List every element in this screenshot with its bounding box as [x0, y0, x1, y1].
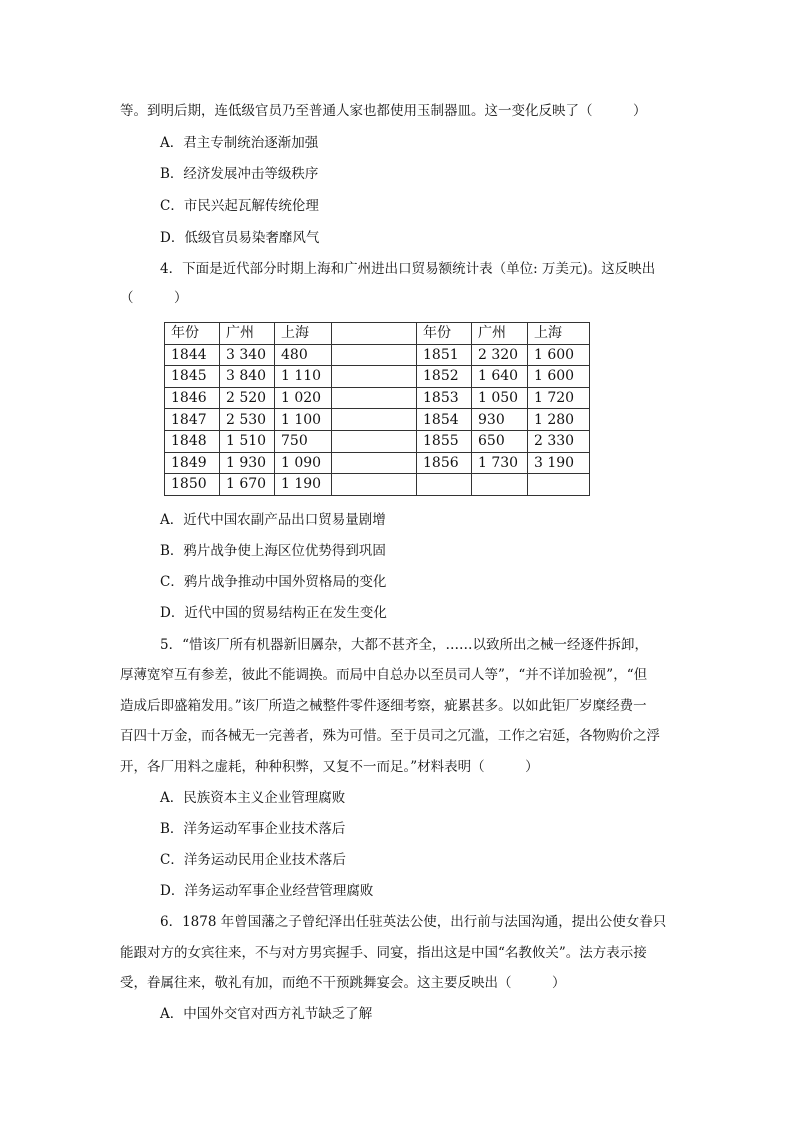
- table-cell: 1856: [417, 452, 472, 474]
- q4-option-a: A．近代中国农副产品出口贸易量剧增: [160, 512, 386, 528]
- table-cell: 1853: [417, 387, 472, 409]
- table-header-row: [165, 323, 590, 345]
- table-cell: 1 280: [528, 409, 590, 431]
- table-cell: 1855: [417, 430, 472, 452]
- table-cell: [528, 474, 590, 496]
- table-cell: [332, 430, 417, 452]
- table-cell: 1848: [165, 430, 220, 452]
- q5-option-d: D．洋务运动军事企业经营管理腐败: [160, 883, 374, 899]
- table-cell: 1 190: [275, 474, 332, 496]
- table-cell: 1844: [165, 344, 220, 366]
- q3-option-c: C．市民兴起瓦解传统伦理: [160, 198, 319, 214]
- q3-option-b: B．经济发展冲击等级秩序: [160, 166, 319, 182]
- table-cell: 1 110: [275, 366, 332, 388]
- table-cell: 1845: [165, 366, 220, 388]
- table-cell: [332, 387, 417, 409]
- q5-stem-line-3: 造成后即盛箱发用。”该厂所造之械整件零件逐细考察，疵累甚多。以如此钜厂岁糜经费一: [120, 698, 647, 714]
- q5-stem-line-5: 开，各厂用料之虚耗，种种积弊，又复不一而足。”材料表明（ ）: [120, 759, 539, 775]
- table-cell: 3 190: [528, 452, 590, 474]
- q5-stem-line-2: 厚薄宽窄互有参差，彼此不能调换。而局中自总办以至员司人等”，“并不详加验视”，“但: [120, 667, 648, 683]
- table-cell: 1852: [417, 366, 472, 388]
- q6-stem-line-1: 6．1878 年曾国藩之子曾纪泽出任驻英法公使，出行前与法国沟通，提出公使女眷只: [160, 914, 667, 930]
- trade-table: [164, 322, 590, 496]
- table-cell: 930: [472, 409, 528, 431]
- q3-option-d: D．低级官员易染奢靡风气: [160, 230, 320, 246]
- table-cell: [332, 474, 417, 496]
- table-cell: 1 720: [528, 387, 590, 409]
- table-cell: [332, 452, 417, 474]
- table-cell: [332, 344, 417, 366]
- table-cell: 1 020: [275, 387, 332, 409]
- q6-option-a: A．中国外交官对西方礼节缺乏了解: [160, 1006, 373, 1022]
- q3-option-a: A．君主专制统治逐渐加强: [160, 135, 319, 151]
- table-cell: 1850: [165, 474, 220, 496]
- table-row: [165, 366, 590, 388]
- table-row: [165, 474, 590, 496]
- table-cell: [472, 474, 528, 496]
- table-cell: 2 330: [528, 430, 590, 452]
- table-row: [165, 344, 590, 366]
- table-cell: 1 510: [220, 430, 275, 452]
- table-cell: 650: [472, 430, 528, 452]
- table-row: [165, 430, 590, 452]
- q4-option-d: D．近代中国的贸易结构正在发生变化: [160, 605, 387, 621]
- q6-stem-line-3: 受，眷属往来，敬礼有加，而绝不干预跳舞宴会。这主要反映出（ ）: [120, 975, 566, 991]
- table-cell: 750: [275, 430, 332, 452]
- table-row: [165, 387, 590, 409]
- table-cell: 1851: [417, 344, 472, 366]
- q5-option-a: A．民族资本主义企业管理腐败: [160, 790, 346, 806]
- table-cell: 3 840: [220, 366, 275, 388]
- table-cell: 1 600: [528, 366, 590, 388]
- table-cell: 2 530: [220, 409, 275, 431]
- q5-option-c: C．洋务运动民用企业技术落后: [160, 852, 346, 868]
- q4-option-b: B．鸦片战争使上海区位优势得到巩固: [160, 543, 386, 559]
- table-header-cell: 广州: [220, 323, 275, 345]
- q6-stem-line-2: 能跟对方的女宾往来，不与对方男宾握手、同宴，指出这是中国“名教攸关”。法方表示接: [120, 945, 647, 961]
- table-cell: 1846: [165, 387, 220, 409]
- table-cell: 1 670: [220, 474, 275, 496]
- table-header-cell: 年份: [165, 323, 220, 345]
- table-cell: 1 050: [472, 387, 528, 409]
- table-cell: [417, 474, 472, 496]
- table-cell: 3 340: [220, 344, 275, 366]
- table-cell: 2 520: [220, 387, 275, 409]
- table-cell: 1 600: [528, 344, 590, 366]
- table-header-cell: [332, 323, 417, 345]
- q4-option-c: C．鸦片战争推动中国外贸格局的变化: [160, 574, 387, 590]
- table-cell: 1854: [417, 409, 472, 431]
- table-cell: 480: [275, 344, 332, 366]
- q5-stem-line-4: 百四十万金，而各械无一完善者，殊为可惜。至于员司之冗滥，工作之宕延，各物购价之浮: [120, 728, 660, 744]
- table-cell: 1 090: [275, 452, 332, 474]
- table-row: [165, 452, 590, 474]
- q4-stem-line-1: 4．下面是近代部分时期上海和广州进出口贸易额统计表（单位: 万美元)。这反映出: [160, 261, 656, 277]
- q4-stem-line-2: （ ）: [120, 290, 188, 306]
- table-header-cell: 上海: [275, 323, 332, 345]
- table-cell: [332, 366, 417, 388]
- q5-option-b: B．洋务运动军事企业技术落后: [160, 821, 346, 837]
- table-header-cell: 上海: [528, 323, 590, 345]
- table-header-cell: 年份: [417, 323, 472, 345]
- q3-stem-continuation: 等。到明后期，连低级官员乃至普通人家也都使用玉制器皿。这一变化反映了（ ）: [120, 103, 647, 119]
- table-cell: 1 730: [472, 452, 528, 474]
- table-cell: [332, 409, 417, 431]
- table-cell: 1849: [165, 452, 220, 474]
- table-cell: 1 930: [220, 452, 275, 474]
- table-header-cell: 广州: [472, 323, 528, 345]
- table-row: [165, 409, 590, 431]
- table-cell: 1847: [165, 409, 220, 431]
- q5-stem-line-1: 5．“惜该厂所有机器新旧羼杂，大都不甚齐全，……以致所出之械一经逐件拆卸，: [160, 637, 648, 653]
- table-cell: 1 640: [472, 366, 528, 388]
- table-cell: 1 100: [275, 409, 332, 431]
- table-cell: 2 320: [472, 344, 528, 366]
